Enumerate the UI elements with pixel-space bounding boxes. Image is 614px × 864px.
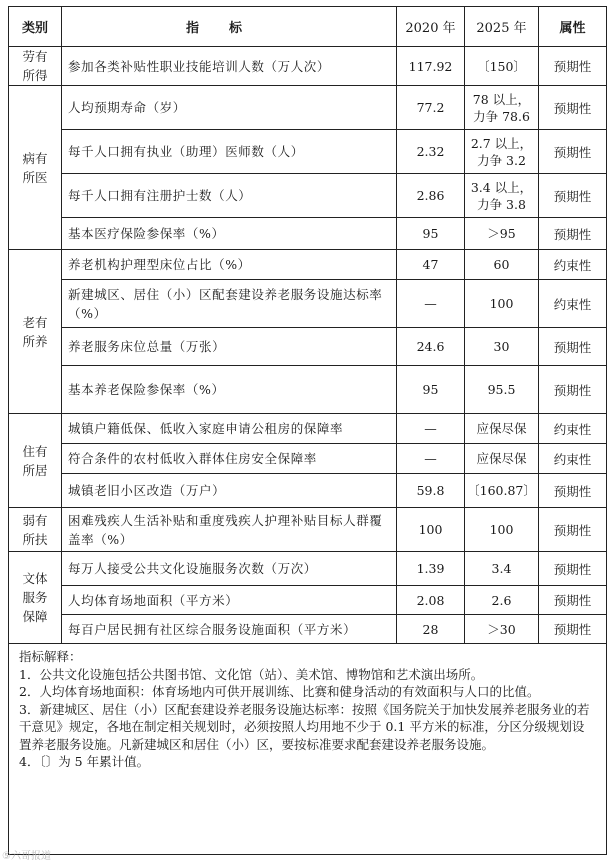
value-2025-cell: [465, 414, 539, 444]
value-2025-line: 3.4 以上，: [470, 179, 533, 195]
indicator-cell: 困难残疾人生活补贴和重度残疾人护理补贴目标人群覆盖率（%）: [62, 508, 397, 552]
value-2020-cell: 2.08: [397, 586, 465, 615]
note-line: 1．公共文化设施包括公共图书馆、文化馆（站）、美术馆、博物馆和艺术演出场所。: [19, 666, 484, 682]
indicator-cell: 每百户居民拥有社区综合服务设施面积（平方米）: [62, 615, 397, 644]
value-2025-cell: [465, 174, 539, 218]
header-2020: 2020 年: [397, 7, 465, 47]
value-2025-line: ＞95: [487, 226, 516, 241]
value-2020-cell: —: [397, 414, 465, 444]
attribute-cell: 约束性: [539, 250, 607, 280]
value-2025-line: 力争 78.6: [473, 108, 530, 124]
value-2025-cell: [465, 586, 539, 615]
header-indicator: 指标: [62, 7, 397, 47]
header-row: [9, 7, 607, 47]
attribute-cell: 预期性: [539, 86, 607, 130]
value-2025-cell: [465, 474, 539, 508]
table-row: [9, 414, 607, 444]
value-2020-cell: —: [397, 444, 465, 474]
value-2020-cell: 95: [397, 218, 465, 250]
value-2025-cell: [465, 328, 539, 366]
attribute-cell: 预期性: [539, 130, 607, 174]
note-line: 2．人均体育场地面积：体育场地内可供开展训练、比赛和健身活动的有效面积与人口的比值。: [19, 684, 540, 699]
value-2025-cell: [465, 47, 539, 86]
value-2025-line: ＞30: [487, 621, 516, 637]
value-2025-line: 2.7 以上，: [470, 135, 533, 151]
value-2020-cell: 77.2: [397, 86, 465, 130]
value-2025-line: 应保尽保: [476, 421, 527, 436]
attribute-cell: 预期性: [539, 615, 607, 644]
attribute-cell: 预期性: [539, 174, 607, 218]
category-cell: [9, 552, 62, 644]
indicator-cell: 每万人接受公共文化设施服务次数（万次）: [62, 552, 397, 586]
note-line: 指标解释：: [19, 649, 82, 664]
table-row: [9, 86, 607, 130]
table-row: [9, 552, 607, 586]
header-2025: 2025 年: [465, 7, 539, 47]
indicator-cell: 人均体育场地面积（平方米）: [62, 586, 397, 615]
table-row: [9, 130, 607, 174]
table-row: [9, 47, 607, 86]
value-2025-cell: [465, 86, 539, 130]
value-2020-cell: 1.39: [397, 552, 465, 586]
value-2025-cell: [465, 218, 539, 250]
category-label: 服务: [22, 590, 48, 605]
indicator-cell: 每千人口拥有注册护士数（人）: [62, 174, 397, 218]
value-2020-cell: 59.8: [397, 474, 465, 508]
attribute-cell: 约束性: [539, 414, 607, 444]
table-row: [9, 615, 607, 644]
indicator-cell: 养老机构护理型床位占比（%）: [62, 250, 397, 280]
indicator-cell: 基本医疗保险参保率（%）: [62, 218, 397, 250]
value-2025-line: 3.4: [491, 561, 512, 576]
value-2025-line: 78 以上，: [472, 91, 531, 107]
value-2025-line: 60: [493, 257, 510, 272]
indicator-cell: 养老服务床位总量（万张）: [62, 328, 397, 366]
category-label: 所养: [22, 333, 48, 349]
value-2025-cell: [465, 615, 539, 644]
table-row: [9, 250, 607, 280]
value-2025-cell: [465, 508, 539, 552]
attribute-cell: 约束性: [539, 280, 607, 328]
value-2020-cell: 2.32: [397, 130, 465, 174]
table-row: [9, 174, 607, 218]
header-category: 类别: [9, 7, 62, 47]
value-2020-cell: 95: [397, 366, 465, 414]
value-2025-line: 力争 3.2: [477, 152, 526, 168]
category-cell: [9, 86, 62, 250]
indicator-cell: 符合条件的农村低收入群体住房安全保障率: [62, 444, 397, 474]
attribute-cell: 预期性: [539, 366, 607, 414]
indicator-cell: 城镇老旧小区改造（万户）: [62, 474, 397, 508]
value-2025-line: 力争 3.8: [477, 196, 526, 212]
value-2025-cell: [465, 280, 539, 328]
table-row: [9, 474, 607, 508]
note-line: 4．〔〕为 5 年累计值。: [19, 754, 150, 769]
note-line: 3．新建城区、居住（小）区配套建设养老服务设施达标率：按照《国务院关于加快发展养老服务业的若干意见》规定，各地在制定相关规划时，必须按照人均用地不少于 0.1 平方米的标准，分区分级规划设置养老服务设施。凡新建城区和居住（小）区，要按标准要求配套建设养老服务设施。: [19, 701, 590, 752]
value-2025-line: 2.6: [491, 592, 512, 608]
indicator-cell: 每千人口拥有执业（助理）医师数（人）: [62, 130, 397, 174]
value-2025-line: 100: [489, 296, 514, 311]
category-label: 文体: [22, 571, 48, 586]
attribute-cell: 预期性: [539, 586, 607, 615]
value-2025-cell: [465, 444, 539, 474]
value-2020-cell: 100: [397, 508, 465, 552]
value-2025-cell: [465, 552, 539, 586]
table-row: [9, 218, 607, 250]
category-cell: [9, 47, 62, 86]
attribute-cell: 预期性: [539, 474, 607, 508]
category-label: 所医: [22, 169, 48, 185]
indicator-cell: 人均预期寿命（岁）: [62, 86, 397, 130]
value-2020-cell: 28: [397, 615, 465, 644]
category-label: 弱有: [22, 512, 48, 528]
category-cell: [9, 250, 62, 414]
value-2025-cell: [465, 250, 539, 280]
category-label: 病有: [22, 150, 48, 166]
attribute-cell: 预期性: [539, 552, 607, 586]
table-row: [9, 586, 607, 615]
attribute-cell: 预期性: [539, 328, 607, 366]
notes-cell: [9, 644, 607, 855]
value-2025-line: 30: [493, 339, 510, 354]
category-label: 保障: [22, 609, 48, 624]
attribute-cell: 预期性: [539, 508, 607, 552]
notes-row: [9, 644, 607, 855]
value-2025-line: 应保尽保: [476, 451, 527, 466]
indicator-cell: 新建城区、居住（小）区配套建设养老服务设施达标率（%）: [62, 280, 397, 328]
category-cell: [9, 414, 62, 508]
category-label: 劳有: [22, 49, 48, 64]
value-2025-line: 〔150〕: [477, 58, 526, 74]
value-2020-cell: 24.6: [397, 328, 465, 366]
value-2025-cell: [465, 366, 539, 414]
value-2020-cell: 47: [397, 250, 465, 280]
table-row: [9, 328, 607, 366]
attribute-cell: 预期性: [539, 218, 607, 250]
value-2020-cell: —: [397, 280, 465, 328]
category-label: 所扶: [22, 531, 48, 547]
attribute-cell: 预期性: [539, 47, 607, 86]
category-label: 住有: [22, 443, 48, 459]
category-cell: [9, 508, 62, 552]
watermark: ⑤六哥报道: [2, 851, 51, 862]
table-row: [9, 444, 607, 474]
table-row: [9, 366, 607, 414]
value-2025-cell: [465, 130, 539, 174]
category-label: 所居: [22, 462, 48, 478]
value-2025-line: 95.5: [487, 382, 516, 397]
indicator-table: [8, 6, 607, 855]
table-row: [9, 280, 607, 328]
indicator-cell: 城镇户籍低保、低收入家庭申请公租房的保障率: [62, 414, 397, 444]
value-2025-line: 100: [489, 522, 514, 537]
table-row: [9, 508, 607, 552]
value-2025-line: 〔160.87〕: [467, 483, 536, 498]
attribute-cell: 约束性: [539, 444, 607, 474]
indicator-cell: 基本养老保险参保率（%）: [62, 366, 397, 414]
category-label: 老有: [22, 314, 48, 330]
value-2020-cell: 117.92: [397, 47, 465, 86]
category-label: 所得: [22, 68, 48, 83]
value-2020-cell: 2.86: [397, 174, 465, 218]
header-attribute: 属性: [539, 7, 607, 47]
indicator-cell: 参加各类补贴性职业技能培训人数（万人次）: [62, 47, 397, 86]
